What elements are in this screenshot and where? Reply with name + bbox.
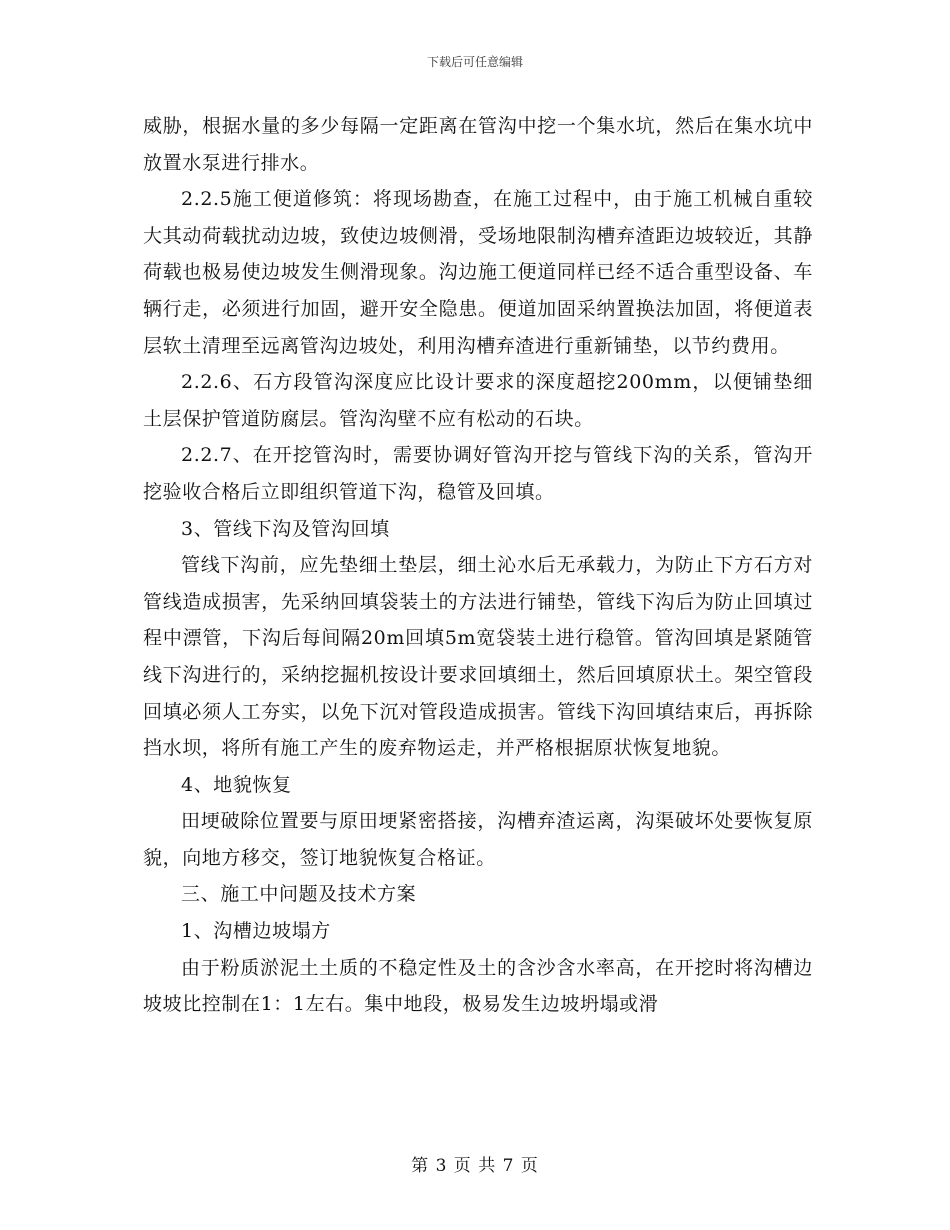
paragraph-slope-collapse: 由于粉质淤泥土土质的不稳定性及土的含沙含水率高，在开挖时将沟槽边坡坡比控制在1：1左右。集中地段，极易发生边坡坍塌或滑 — [143, 956, 813, 1016]
paragraph-2-2-5: 2.2.5施工便道修筑：将现场勘查，在施工过程中，由于施工机械自重较大其动荷载扰动边坡，致使边坡侧滑，受场地限制沟槽弃渣距边坡较近，其静荷载也极易使边坡发生侧滑现象。沟边施工便道同样已经不适合重型设备、车辆行走，必须进行加固，避开安全隐患。便道加固采纳置换法加固，将便道表层软土清理至远离管沟边坡处，利用沟槽弃渣进行重新铺垫，以节约费用。 — [143, 188, 813, 357]
document-body — [143, 108, 813, 1023]
section-heading-3: 3、管线下沟及管沟回填 — [181, 517, 390, 540]
chapter-heading-3: 三、施工中问题及技术方案 — [181, 883, 417, 906]
subsection-heading-1: 1、沟槽边坡塌方 — [181, 920, 331, 943]
paragraph-landform-restoration: 田埂破除位置要与原田埂紧密搭接，沟槽弃渣运离，沟渠破坏处要恢复原貌，向地方移交，签订地貌恢复合格证。 — [143, 810, 813, 869]
paragraph-pipe-laying: 管线下沟前，应先垫细土垫层，细土沁水后无承载力，为防止下方石方对管线造成损害，先采纳回填袋装土的方法进行铺垫，管线下沟后为防止回填过程中漂管，下沟后每间隔20m回填5m宽袋装土进行稳管。管沟回填是紧随管线下沟进行的，采纳挖掘机按设计要求回填细土，然后回填原状土。架空管段回填必须人工夯实，以免下沉对管段造成损害。管线下沟回填结束后，再拆除挡水坝，将所有施工产生的废弃物运走，并严格根据原状恢复地貌。 — [143, 554, 813, 760]
paragraph-continuation: 威胁，根据水量的多少每隔一定距离在管沟中挖一个集水坑，然后在集水坑中放置水泵进行排水。 — [143, 115, 813, 174]
paragraph-2-2-6: 2.2.6、石方段管沟深度应比设计要求的深度超挖200mm，以便铺垫细土层保护管道防腐层。管沟沟壁不应有松动的石块。 — [143, 371, 813, 430]
page-number: 第 3 页 共 7 页 — [411, 1156, 539, 1176]
paragraph-2-2-7: 2.2.7、在开挖管沟时，需要协调好管沟开挖与管线下沟的关系，管沟开挖验收合格后立即组织管道下沟，稳管及回填。 — [143, 444, 813, 503]
section-heading-4: 4、地貌恢复 — [181, 773, 292, 796]
page-header: 下载后可任意编辑 — [426, 55, 523, 69]
